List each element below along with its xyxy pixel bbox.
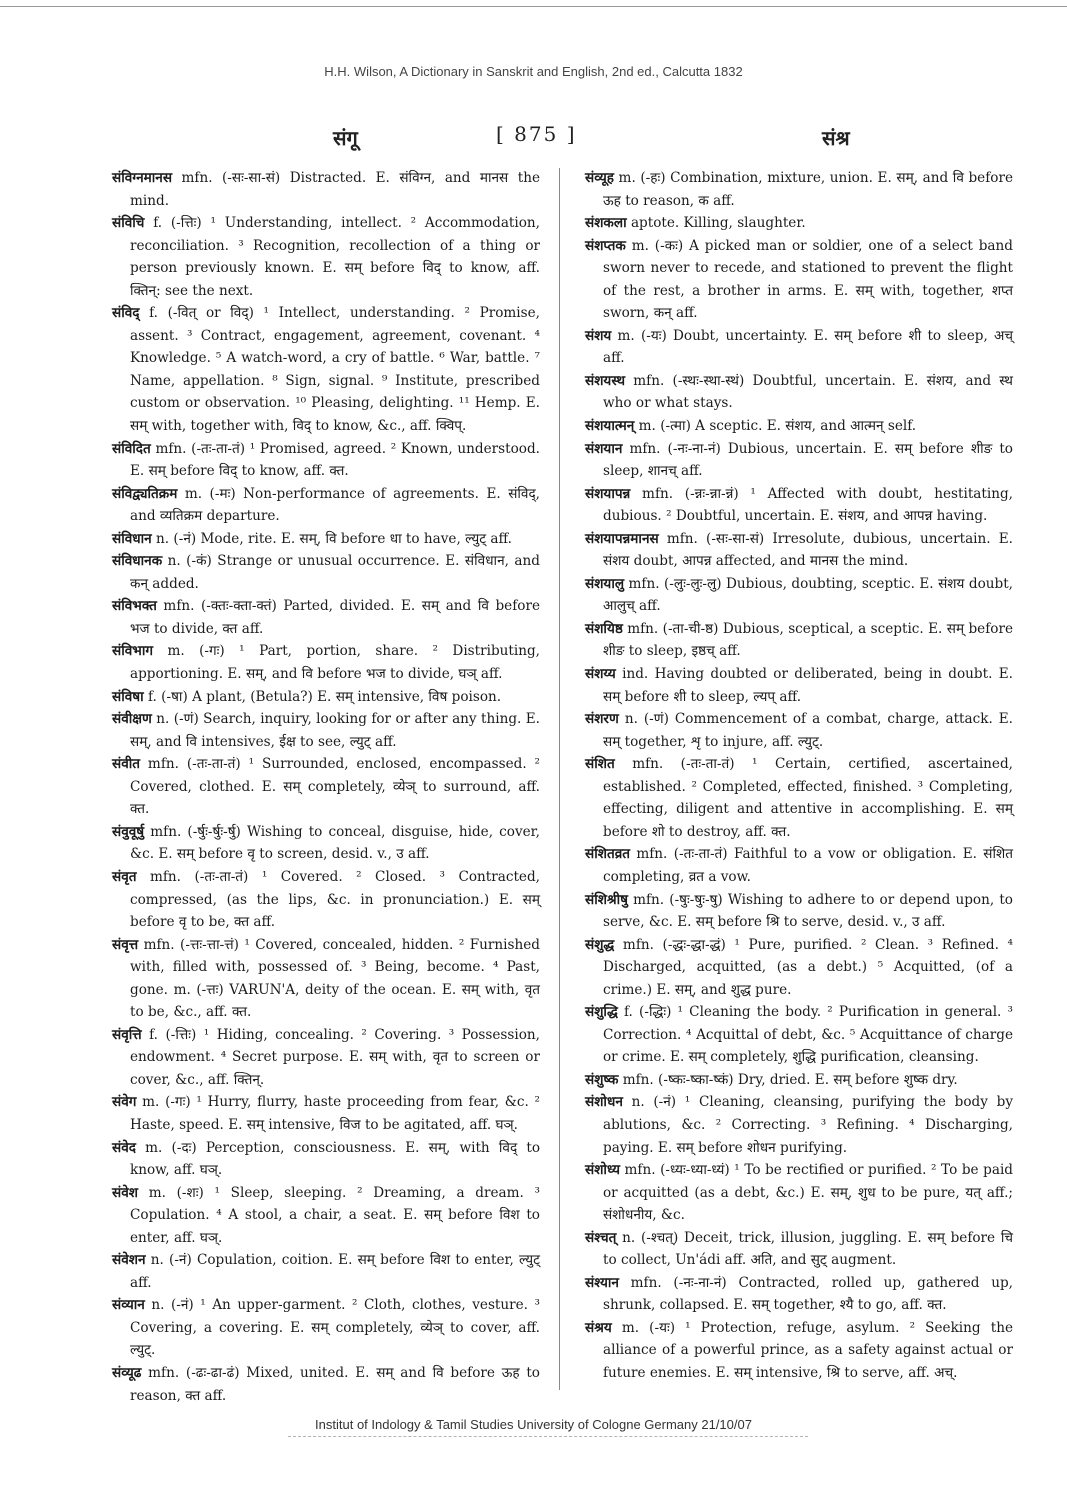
entry-headword: संशकला (585, 215, 627, 232)
entry-definition: m. (-गः) ¹ Hurry, flurry, haste proceeding from fear, &c. ² Haste, speed. E. सम् intensive, विज to be agitated, aff. घञ्. (130, 1094, 540, 1133)
dictionary-entry (112, 167, 540, 212)
dictionary-entry (585, 528, 1013, 573)
dictionary-entry (112, 934, 540, 1024)
entry-headword: संशयान (585, 440, 623, 457)
entry-definition: m. (-यः) ¹ Protection, refuge, asylum. ² Seeking the alliance of a powerful prince, as a safety against actual or future enemies. E. सम् intensive, श्रि to serve, aff. अच्. (603, 1319, 1013, 1381)
dictionary-entry (112, 1249, 540, 1294)
entry-definition: mfn. (-र्षुः-र्षुः-र्षु) Wishing to conceal, disguise, hide, cover, &c. E. सम् before वृ to screen, desid. v., उ aff. (130, 823, 540, 863)
footer-credit: Institut of Indology & Tamil Studies University of Cologne Germany 21/10/07 (315, 1417, 752, 1432)
entry-definition: m. (-त्मा) A sceptic. E. संशय, and आत्मन् self. (634, 418, 917, 435)
entry-definition: m. (-मः) Non-performance of agreements. E. संविद्, and व्यतिक्रम departure. (130, 485, 540, 525)
entry-definition: f. (-षा) A plant, (Betula?) E. सम् intensive, विष poison. (143, 688, 502, 705)
entry-definition: mfn. (-त्तः-त्ता-त्तं) ¹ Covered, concealed, hidden. ² Furnished with, filled with, possessed of. ³ Being, become. ⁴ Past, gone. m. (-त्तः) VARUN'A, deity of the ocean. E. सम् with, वृत to be, &c., aff. क्त. (130, 936, 540, 1021)
entry-definition: f. (-त्तिः) ¹ Hiding, concealing. ² Covering. ³ Possession, endowment. ⁴ Secret purpose. E. सम् with, वृत to screen or cover, &c., aff. क्तिन्. (130, 1026, 540, 1088)
entry-headword: संशितव्रत (585, 846, 631, 863)
entry-headword: संवुवूर्षु (112, 823, 145, 840)
entry-definition: f. (-द्धिः) ¹ Cleaning the body. ² Purification in general. ³ Correction. ⁴ Acquittal of debt, &c. ⁵ Acquittance of charge or crime. E. सम् completely, शुद्धि purification, cleansing. (603, 1004, 1013, 1066)
dictionary-entry (112, 595, 540, 640)
left-column (112, 167, 540, 1407)
entry-headword: संवेश (112, 1184, 138, 1201)
entry-headword: संव्यान (112, 1297, 145, 1314)
entry-headword: संविधान (112, 530, 152, 547)
entry-headword: संशरण (585, 711, 619, 728)
entry-definition: mfn. (-तः-ता-तं) ¹ Surrounded, enclosed, encompassed. ² Covered, clothed. E. सम् completely, व्येञ् to surround, aff. क्त. (130, 756, 540, 818)
entry-definition: n. (-णं) Search, inquiry, looking for or after any thing. E. सम्, and वि intensives, ईक्ष to see, ल्युट् aff. (130, 711, 540, 750)
entry-headword: संश्रय (585, 1319, 612, 1336)
dictionary-entry (585, 663, 1013, 708)
entry-definition: n. (-कं) Strange or unusual occurrence. E. संविधान, and कन् added. (130, 553, 540, 592)
entry-definition: m. (-हः) Combination, mixture, union. E. सम्, and वि before ऊह to reason, क aff. (603, 170, 1013, 209)
dictionary-entry (585, 753, 1013, 843)
entry-definition: mfn. (-ध्यः-ध्या-ध्यं) ¹ To be rectified or purified. ² To be paid or acquitted (as a debt, &c.) E. सम्, शुध to be pure, यत् aff.; संशोधनीय, &c. (603, 1162, 1013, 1224)
dictionary-entry (585, 1317, 1013, 1385)
entry-definition: n. (-णं) Commencement of a combat, charge, attack. E. सम् together, शृ to injure, aff. ल्युट्. (603, 711, 1013, 750)
entry-definition: n. (-नं) Mode, rite. E. सम्, वि before धा to have, ल्युट् aff. (151, 530, 512, 547)
entry-headword: संशुद्ध (585, 936, 615, 953)
dictionary-entry (112, 302, 540, 437)
entry-definition: mfn. (-द्धः-द्धा-द्धं) ¹ Pure, purified. ² Clean. ³ Refined. ⁴ Discharged, acquitted, (as a debt.) ⁵ Acquitted, (of a crime.) E. सम्, and शुद्ध pure. (603, 936, 1013, 998)
dictionary-entry (112, 866, 540, 934)
entry-definition: mfn. (-तः-ता-तं) ¹ Certain, certified, ascertained, established. ² Completed, effected, finished. ³ Completing, effecting, diligent and attentive in accomplishing. E. सम् before शो to destroy, aff. क्त. (603, 756, 1013, 840)
dictionary-entry (112, 1091, 540, 1136)
dictionary-entry (112, 1182, 540, 1250)
dictionary-entry (112, 640, 540, 685)
dictionary-entry (585, 889, 1013, 934)
dictionary-entry (112, 1362, 540, 1407)
running-head-left: संगू (333, 126, 358, 150)
entry-headword: संशप्तक (585, 237, 626, 254)
entry-definition: aptote. Killing, slaughter. (626, 215, 806, 232)
entry-definition: mfn. (-तः-ता-तं) ¹ Covered. ² Closed. ³ Contracted, compressed, (as the lips, &c. in pronunciation.) E. सम् before वृ to be, क्त aff. (130, 868, 540, 931)
entry-definition: mfn. (-सः-सा-सं) Distracted. E. संविग्न, and मानस the mind. (130, 170, 540, 209)
entry-definition: mfn. (-षुः-षुः-षु) Wishing to adhere to or depend upon, to serve, &c. E. सम् before श्रि to serve, desid. v., उ aff. (603, 891, 1013, 931)
dictionary-entry (112, 550, 540, 595)
entry-definition: m. (-दः) Perception, consciousness. E. सम्, with विद् to know, aff. घञ्. (130, 1139, 540, 1179)
entry-headword: संविधानक (112, 553, 163, 570)
dictionary-entry (112, 528, 540, 551)
entry-headword: संविभक्त (112, 598, 157, 615)
dictionary-entry (585, 370, 1013, 415)
entry-definition: m. (-यः) Doubt, uncertainty. E. सम् before शी to sleep, अच् aff. (603, 327, 1013, 367)
top-rule (0, 6, 1067, 7)
dictionary-entry (585, 167, 1013, 212)
entry-definition: n. (-नं) ¹ Cleaning, cleansing, purifying the body by ablutions, &c. ² Correcting. ³ Refining. ⁴ Discharging, paying. E. सम् before शोधन purifying. (603, 1094, 1013, 1156)
entry-headword: संश्यान (585, 1274, 619, 1291)
dictionary-entry (112, 1294, 540, 1362)
entry-headword: संशित (585, 756, 615, 773)
dictionary-entry (585, 1272, 1013, 1317)
entry-headword: संविदित (112, 440, 151, 457)
dictionary-entry (112, 708, 540, 753)
entry-headword: संशिश्रीषु (585, 891, 628, 908)
entry-headword: संविषा (112, 688, 144, 705)
dictionary-entry (585, 325, 1013, 370)
entry-headword: संवीत (112, 756, 141, 773)
running-head-right: संश्र (822, 126, 850, 150)
entry-headword: संवेग (112, 1094, 137, 1111)
dictionary-entry (585, 212, 1013, 235)
dictionary-entry (585, 934, 1013, 1002)
dictionary-entry (585, 1227, 1013, 1272)
entry-headword: संशयस्थ (585, 372, 626, 389)
entry-headword: संवीक्षण (112, 711, 152, 728)
dictionary-entry (112, 483, 540, 528)
entry-headword: संशोध्य (585, 1162, 620, 1179)
entry-definition: mfn. (-न्नः-न्ना-न्नं) ¹ Affected with doubt, hestitating, dubious. ² Doubtful, uncertain. E. संशय, and आपन्न having. (603, 485, 1013, 525)
entry-definition: n. (-नं) Copulation, coition. E. सम् before विश to enter, ल्युट् aff. (130, 1252, 540, 1291)
dictionary-entry (585, 1091, 1013, 1159)
dictionary-entry (585, 1001, 1013, 1069)
dictionary-entry (585, 618, 1013, 663)
entry-headword: संविचि (112, 215, 145, 232)
entry-definition: mfn. (-तः-ता-तं) Faithful to a vow or obligation. E. संशित completing, व्रत a vow. (603, 846, 1013, 885)
entry-headword: संशय (585, 327, 612, 344)
dictionary-entry (112, 438, 540, 483)
entry-definition: mfn. (-लुः-लुः-लु) Dubious, doubting, sceptic. E. संशय doubt, आलुच् aff. (603, 575, 1013, 615)
entry-headword: संवेद (112, 1139, 136, 1156)
entry-definition: mfn. (-तः-ता-तं) ¹ Promised, agreed. ² Known, understood. E. सम् before विद् to know, aff. क्त. (130, 440, 540, 480)
dictionary-entry (585, 1069, 1013, 1092)
dictionary-entry (585, 415, 1013, 438)
entry-definition: mfn. (-क्तः-क्ता-क्तं) Parted, divided. E. सम् and वि before भज to divide, क्त aff. (130, 598, 540, 637)
dictionary-entry (585, 1159, 1013, 1227)
entry-definition: m. (-गः) ¹ Part, portion, share. ² Distributing, apportioning. E. सम्, and वि before भज to divide, घञ् aff. (130, 643, 540, 683)
dictionary-entry (585, 843, 1013, 888)
entry-definition: mfn. (-ता-ची-ष्ठ) Dubious, sceptical, a sceptic. E. सम् before शीङ to sleep, इष्ठच् aff. (603, 620, 1013, 660)
entry-headword: संविद् (112, 305, 140, 322)
entry-headword: संविद्व्यतिक्रम (112, 485, 178, 502)
entry-headword: संव्यूढ (112, 1364, 142, 1381)
entry-definition: mfn. (-नः-ना-नं) Contracted, rolled up, gathered up, shrunk, collapsed. E. सम् together, श्यै to go, aff. क्त. (603, 1274, 1013, 1314)
entry-headword: संशुद्धि (585, 1004, 618, 1021)
entry-headword: संश्चत् (585, 1229, 617, 1246)
entry-headword: संशयात्मन् (585, 418, 635, 435)
entry-definition: mfn. (-नः-ना-नं) Dubious, uncertain. E. सम् before शीङ to sleep, शानच् aff. (603, 440, 1013, 480)
entry-definition: mfn. (-स्थः-स्था-स्थं) Doubtful, uncertain. E. संशय, and स्थ who or what stays. (603, 372, 1013, 412)
entry-headword: संवृत्ति (112, 1026, 142, 1043)
entry-headword: संविग्नमानस (112, 170, 173, 186)
source-line: H.H. Wilson, A Dictionary in Sanskrit and English, 2nd ed., Calcutta 1832 (324, 64, 743, 79)
entry-headword: संशोधन (585, 1094, 623, 1111)
footer-rule (288, 1436, 808, 1438)
entry-definition: m. (-शः) ¹ Sleep, sleeping. ² Dreaming, a dream. ³ Copulation. ⁴ A stool, a chair, a seat. E. सम् before विश to enter, aff. घञ्. (130, 1184, 540, 1246)
page-number: [ 875 ] (496, 122, 577, 146)
dictionary-entry (585, 235, 1013, 325)
dictionary-entry (585, 483, 1013, 528)
entry-definition: n. (-नं) ¹ An upper-garment. ² Cloth, clothes, vesture. ³ Covering, a covering. E. सम् completely, व्येञ् to cover, aff. ल्युट्. (130, 1297, 540, 1359)
entry-headword: संशय्य (585, 666, 616, 683)
dictionary-entry (585, 573, 1013, 618)
dictionary-entry (585, 708, 1013, 753)
entry-headword: संशयापन्न (585, 485, 631, 502)
entry-definition: m. (-कः) A picked man or soldier, one of a select band sworn never to recede, and stationed to prevent the flight of the rest, a brother in arms. E. सम् with, together, शप्त sworn, कन् aff. (603, 237, 1013, 322)
entry-definition: mfn. (-ष्कः-ष्का-ष्कं) Dry, dried. E. सम् before शुष्क dry. (618, 1071, 958, 1088)
entry-headword: संव्यूह (585, 170, 614, 186)
entry-headword: संशयिष्ठ (585, 620, 623, 637)
dictionary-entry (112, 212, 540, 302)
right-column (585, 167, 1013, 1385)
entry-definition: mfn. (-सः-सा-सं) Irresolute, dubious, uncertain. E. संशय doubt, आपन्न affected, and मानस the mind. (603, 530, 1013, 570)
entry-definition: f. (-त्तिः) ¹ Understanding, intellect. ² Accommodation, reconciliation. ³ Recognition, recollection of a thing or person previously known. E. सम् before विद् to know, aff. क्तिन्: see the next. (130, 215, 540, 299)
entry-definition: mfn. (-ढः-ढा-ढं) Mixed, united. E. सम् and वि before ऊह to reason, क्त aff. (130, 1364, 540, 1404)
entry-definition: n. (-श्चत्) Deceit, trick, illusion, juggling. E. सम् before चि to collect, Un'ádi aff. अति, and सुट् augment. (603, 1229, 1013, 1269)
dictionary-entry (112, 1024, 540, 1092)
entry-headword: संविभाग (112, 643, 153, 660)
dictionary-entry (585, 438, 1013, 483)
entry-headword: संवृत्त (112, 936, 139, 953)
dictionary-entry (112, 753, 540, 821)
entry-headword: संवृत (112, 868, 137, 885)
entry-headword: संशयालु (585, 575, 625, 592)
column-divider (559, 168, 560, 1390)
dictionary-entry (112, 821, 540, 866)
entry-definition: ind. Having doubted or deliberated, being in doubt. E. सम् before शी to sleep, ल्यप् aff. (603, 666, 1013, 705)
entry-definition: f. (-वित् or विद्) ¹ Intellect, understanding. ² Promise, assent. ³ Contract, engagement, agreement, covenant. ⁴ Knowledge. ⁵ A watch-word, a cry of battle. ⁶ War, battle. ⁷ Name, appellation. ⁸ Sign, signal. ⁹ Institute, prescribed custom or observation. ¹⁰ Pleasing, delighting. ¹¹ Hemp. E. सम् with, together with, विद् to know, &c., aff. क्विप्. (130, 305, 540, 435)
entry-headword: संशयापन्नमानस (585, 530, 659, 547)
dictionary-entry (112, 686, 540, 709)
entry-headword: संशुष्क (585, 1071, 619, 1088)
entry-headword: संवेशन (112, 1252, 146, 1269)
dictionary-entry (112, 1137, 540, 1182)
